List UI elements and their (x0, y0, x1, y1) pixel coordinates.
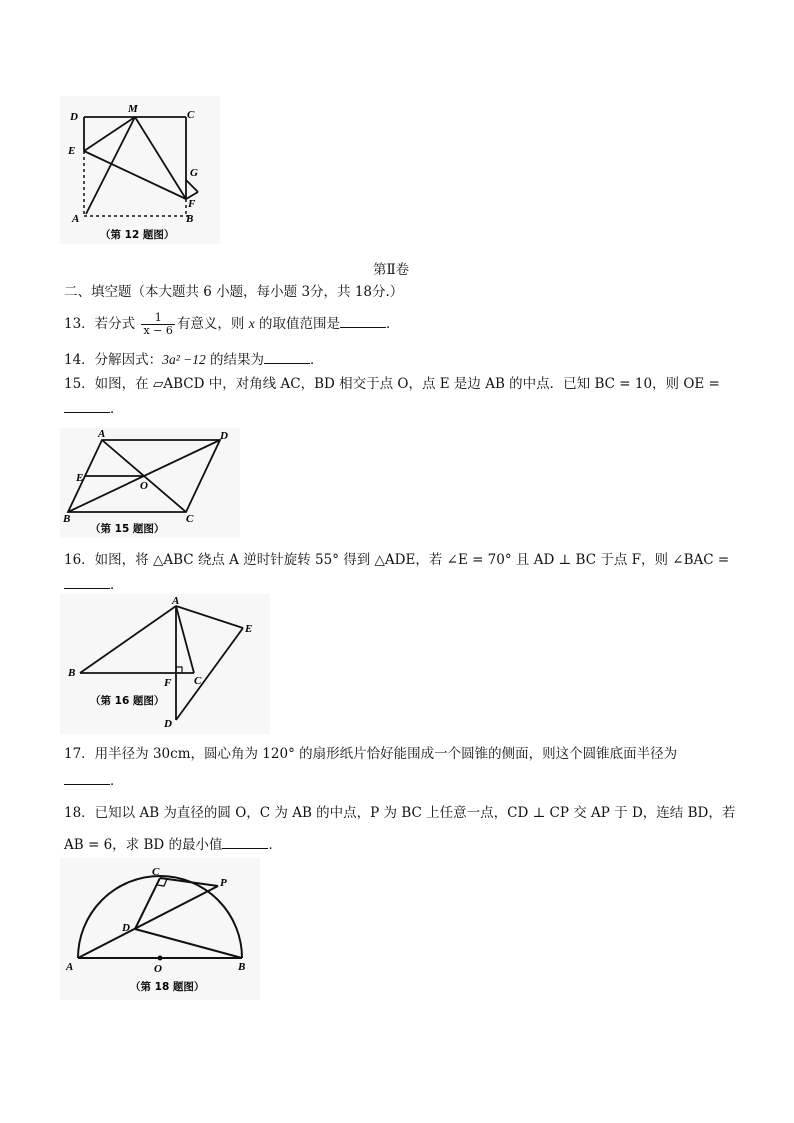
figure-q16 (60, 594, 270, 734)
fig16-label-e: E (245, 623, 253, 635)
fig12-label-m: M (128, 103, 138, 115)
figure-q12 (60, 96, 220, 244)
fig15-label-b: B (63, 513, 71, 525)
q14-pre: 14．分解因式： (64, 352, 163, 368)
fig15-caption: （第 15 题图） (90, 523, 165, 535)
q16-end: ． (110, 577, 124, 593)
q18-end: ． (268, 837, 282, 853)
question-18-line-2 (64, 836, 282, 854)
question-14 (64, 351, 324, 369)
fig15-label-o: O (140, 480, 148, 492)
fig18-label-b: B (238, 961, 246, 973)
question-16-line-1: 16．如图，将 △ABC 绕点 A 逆时针旋转 55° 得到 △ADE，若 ∠E = 70° 且 AD ⊥ BC 于点 F，则 ∠BAC = (64, 552, 730, 568)
fig16-caption: （第 16 题图） (90, 695, 165, 707)
q13-variable: x (248, 316, 255, 331)
fig16-label-f: F (164, 677, 172, 689)
fig12-label-b: B (186, 213, 194, 225)
q17-answer-blank[interactable] (64, 772, 110, 785)
question-16-line-2 (64, 576, 124, 594)
fig18-label-o: O (154, 963, 162, 975)
question-17-line-1: 17．用半径为 30cm，圆心角为 120° 的扇形纸片恰好能围成一个圆锥的侧面，则这个圆锥底面半径为 (64, 746, 678, 762)
q15-end: ． (110, 401, 124, 417)
fig12-label-f: F (188, 198, 196, 210)
figure-q18 (60, 858, 260, 1000)
q14-post: 的结果为 (205, 352, 265, 368)
q13-post-b: 的取值范围是 (254, 316, 340, 332)
figure-q15-bg (60, 428, 240, 538)
q13-end: ． (386, 316, 400, 332)
fig16-label-c: C (194, 675, 202, 687)
q13-answer-blank[interactable] (340, 315, 386, 328)
q14-answer-blank[interactable] (264, 351, 310, 364)
question-13 (64, 312, 400, 337)
section-title: 第Ⅱ卷 (373, 262, 410, 278)
q13-pre: 13．若分式 (64, 316, 140, 332)
q13-fraction (141, 312, 174, 337)
question-17-line-2 (64, 772, 124, 790)
q18-line-2-text: AB = 6，求 BD 的最小值 (64, 837, 223, 853)
q13-denominator: x − 6 (143, 324, 173, 337)
fig18-label-c: C (152, 866, 160, 878)
fig16-label-a: A (172, 595, 180, 607)
q14-end: ． (310, 352, 324, 368)
fig12-label-g: G (190, 167, 198, 179)
q18-answer-blank[interactable] (222, 836, 268, 849)
q13-post-a: 有意义，则 (176, 316, 249, 332)
fig12-label-e: E (68, 145, 76, 157)
q17-end: ． (110, 773, 124, 789)
question-18-line-1: 18．已知以 AB 为直径的圆 O，C 为 AB 的中点，P 为 BC 上任意一点，CD ⊥ CP 交 AP 于 D，连结 BD，若 (64, 805, 736, 821)
fig12-caption: （第 12 题图） (100, 229, 175, 241)
q16-answer-blank[interactable] (64, 576, 110, 589)
fig15-label-a: A (98, 428, 106, 440)
question-15-line-2 (64, 400, 124, 418)
question-15-line-1: 15．如图，在 ▱ABCD 中，对角线 AC，BD 相交于点 O，点 E 是边 AB 的中点．已知 BC = 10，则 OE = (64, 376, 720, 392)
fig18-center-point (158, 956, 163, 961)
fig12-label-d: D (70, 111, 78, 123)
fig15-label-d: D (220, 430, 228, 442)
fig18-label-d: D (122, 922, 130, 934)
q14-expression: 3a² −12 (162, 352, 206, 367)
fig18-label-a: A (66, 961, 74, 973)
fig18-label-p: P (220, 877, 227, 889)
fig15-label-e: E (76, 472, 84, 484)
fig16-label-d: D (164, 718, 172, 730)
fig15-label-c: C (186, 513, 194, 525)
q13-numerator: 1 (141, 312, 174, 325)
fig12-label-c: C (187, 109, 195, 121)
fig12-label-a: A (72, 213, 80, 225)
q15-answer-blank[interactable] (64, 400, 110, 413)
section-heading: 二、填空题（本大题共 6 小题，每小题 3分，共 18分.） (64, 284, 404, 300)
fig16-label-b: B (68, 667, 76, 679)
figure-q15 (60, 428, 240, 538)
fig18-caption: （第 18 题图） (130, 981, 205, 993)
